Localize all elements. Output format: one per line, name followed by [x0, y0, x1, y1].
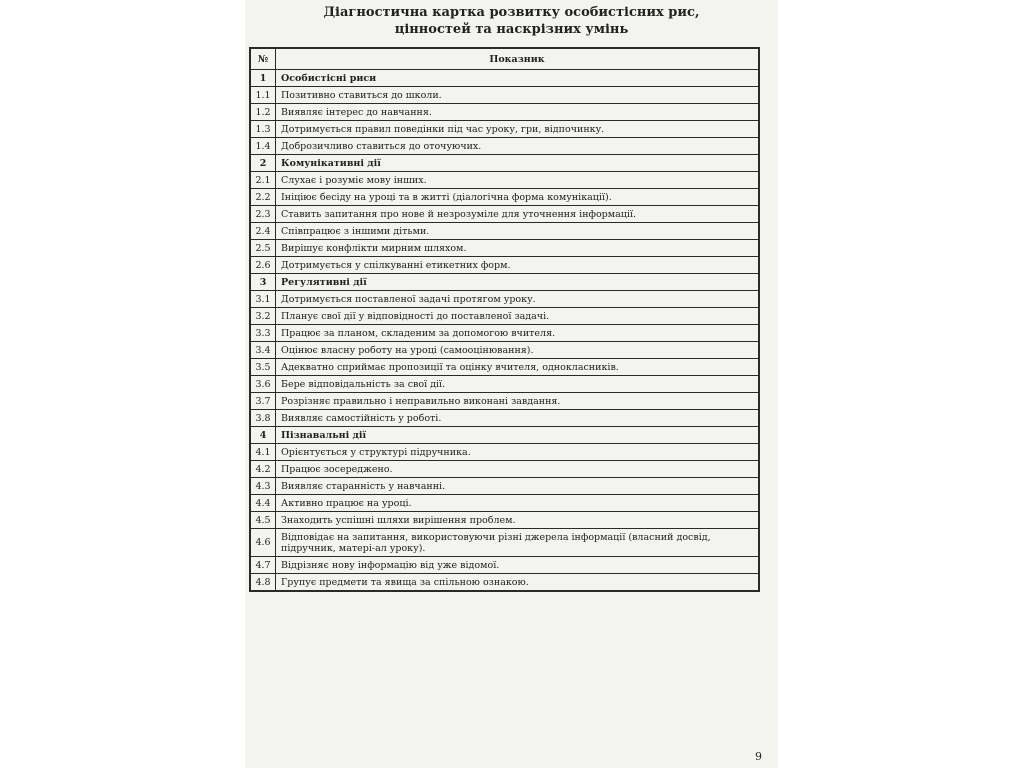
table-row	[250, 121, 759, 138]
row-number: 3.6	[250, 376, 276, 393]
row-number: 3	[250, 274, 276, 291]
indicator-text: Слухає і розуміє мову інших.	[276, 172, 760, 189]
indicator-text: Планує свої дії у відповідності до поставленої задачі.	[276, 308, 760, 325]
indicator-text: Працює зосереджено.	[276, 461, 760, 478]
table-row	[250, 138, 759, 155]
indicator-text: Дотримується у спілкуванні етикетних форм.	[276, 257, 760, 274]
indicator-text: Знаходить успішні шляхи вирішення проблем.	[276, 512, 760, 529]
title-line-2: цінностей та наскрізних умінь	[394, 22, 629, 37]
row-number: 4.4	[250, 495, 276, 512]
table-row	[250, 574, 759, 592]
row-number: 3.7	[250, 393, 276, 410]
section-row	[250, 70, 759, 87]
row-number: 3.2	[250, 308, 276, 325]
diagnostic-table	[249, 47, 760, 592]
table-row	[250, 172, 759, 189]
row-number: 3.8	[250, 410, 276, 427]
row-number: 4.5	[250, 512, 276, 529]
indicator-text: Виявляє самостійність у роботі.	[276, 410, 760, 427]
indicator-text: Групує предмети та явища за спільною ознакою.	[276, 574, 760, 592]
table-row	[250, 308, 759, 325]
indicator-text: Розрізняє правильно і неправильно виконані завдання.	[276, 393, 760, 410]
row-number: 3.4	[250, 342, 276, 359]
indicator-text: Позитивно ставиться до школи.	[276, 87, 760, 104]
indicator-text: Дотримується правил поведінки під час уроку, гри, відпочинку.	[276, 121, 760, 138]
row-number: 3.3	[250, 325, 276, 342]
row-number: 3.5	[250, 359, 276, 376]
table-row	[250, 206, 759, 223]
table-row	[250, 376, 759, 393]
table-row	[250, 325, 759, 342]
indicator-text: Орієнтується у структурі підручника.	[276, 444, 760, 461]
row-number: 4.2	[250, 461, 276, 478]
table-row	[250, 291, 759, 308]
row-number: 1.4	[250, 138, 276, 155]
table-row	[250, 461, 759, 478]
row-number: 1.3	[250, 121, 276, 138]
indicator-text: Вирішує конфлікти мирним шляхом.	[276, 240, 760, 257]
row-number: 2.4	[250, 223, 276, 240]
table-row	[250, 410, 759, 427]
table-header-row	[250, 48, 759, 70]
row-number: 1.2	[250, 104, 276, 121]
indicator-text: Виявляє інтерес до навчання.	[276, 104, 760, 121]
indicator-text: Співпрацює з іншими дітьми.	[276, 223, 760, 240]
table-row	[250, 223, 759, 240]
row-number: 4.6	[250, 529, 276, 557]
indicator-text: Ставить запитання про нове й незрозуміле для уточнення інформації.	[276, 206, 760, 223]
indicator-text: Активно працює на уроці.	[276, 495, 760, 512]
table-row	[250, 478, 759, 495]
section-row	[250, 427, 759, 444]
header-number: №	[250, 48, 276, 70]
row-number: 4.1	[250, 444, 276, 461]
row-number: 3.1	[250, 291, 276, 308]
section-title: Регулятивні дії	[276, 274, 760, 291]
section-title: Комунікативні дії	[276, 155, 760, 172]
row-number: 1.1	[250, 87, 276, 104]
indicator-text: Оцінює власну роботу на уроці (самооцінювання).	[276, 342, 760, 359]
page-number: 9	[755, 750, 762, 763]
table-row	[250, 393, 759, 410]
indicator-text: Доброзичливо ставиться до оточуючих.	[276, 138, 760, 155]
section-title: Пізнавальні дії	[276, 427, 760, 444]
table-row	[250, 240, 759, 257]
row-number: 2	[250, 155, 276, 172]
table-row	[250, 495, 759, 512]
row-number: 1	[250, 70, 276, 87]
indicator-text: Виявляє старанність у навчанні.	[276, 478, 760, 495]
indicator-text: Бере відповідальність за свої дії.	[276, 376, 760, 393]
row-number: 4.8	[250, 574, 276, 592]
indicator-text: Ініціює бесіду на уроці та в житті (діалогічна форма комунікації).	[276, 189, 760, 206]
indicator-text: Адекватно сприймає пропозиції та оцінку вчителя, однокласників.	[276, 359, 760, 376]
table-row	[250, 104, 759, 121]
section-row	[250, 155, 759, 172]
document-page	[245, 0, 778, 768]
table-row	[250, 342, 759, 359]
table-row	[250, 529, 759, 557]
table-row	[250, 87, 759, 104]
indicator-text: Відповідає на запитання, використовуючи різні джерела інформації (власний досвід, підручник, матері-ал уроку).	[276, 529, 760, 557]
indicator-text: Дотримується поставленої задачі протягом уроку.	[276, 291, 760, 308]
section-row	[250, 274, 759, 291]
row-number: 2.5	[250, 240, 276, 257]
row-number: 2.2	[250, 189, 276, 206]
table-row	[250, 257, 759, 274]
table-row	[250, 189, 759, 206]
row-number: 4.3	[250, 478, 276, 495]
page-title	[245, 4, 778, 38]
indicator-text: Відрізняє нову інформацію від уже відомої.	[276, 557, 760, 574]
section-title: Особистісні риси	[276, 70, 760, 87]
row-number: 2.3	[250, 206, 276, 223]
title-line-1: Діагностична картка розвитку особистісних рис,	[323, 5, 700, 20]
indicator-text: Працює за планом, складеним за допомогою вчителя.	[276, 325, 760, 342]
row-number: 2.1	[250, 172, 276, 189]
table-row	[250, 512, 759, 529]
table-row	[250, 359, 759, 376]
row-number: 2.6	[250, 257, 276, 274]
row-number: 4	[250, 427, 276, 444]
table-row	[250, 444, 759, 461]
header-indicator: Показник	[276, 48, 760, 70]
table-row	[250, 557, 759, 574]
row-number: 4.7	[250, 557, 276, 574]
